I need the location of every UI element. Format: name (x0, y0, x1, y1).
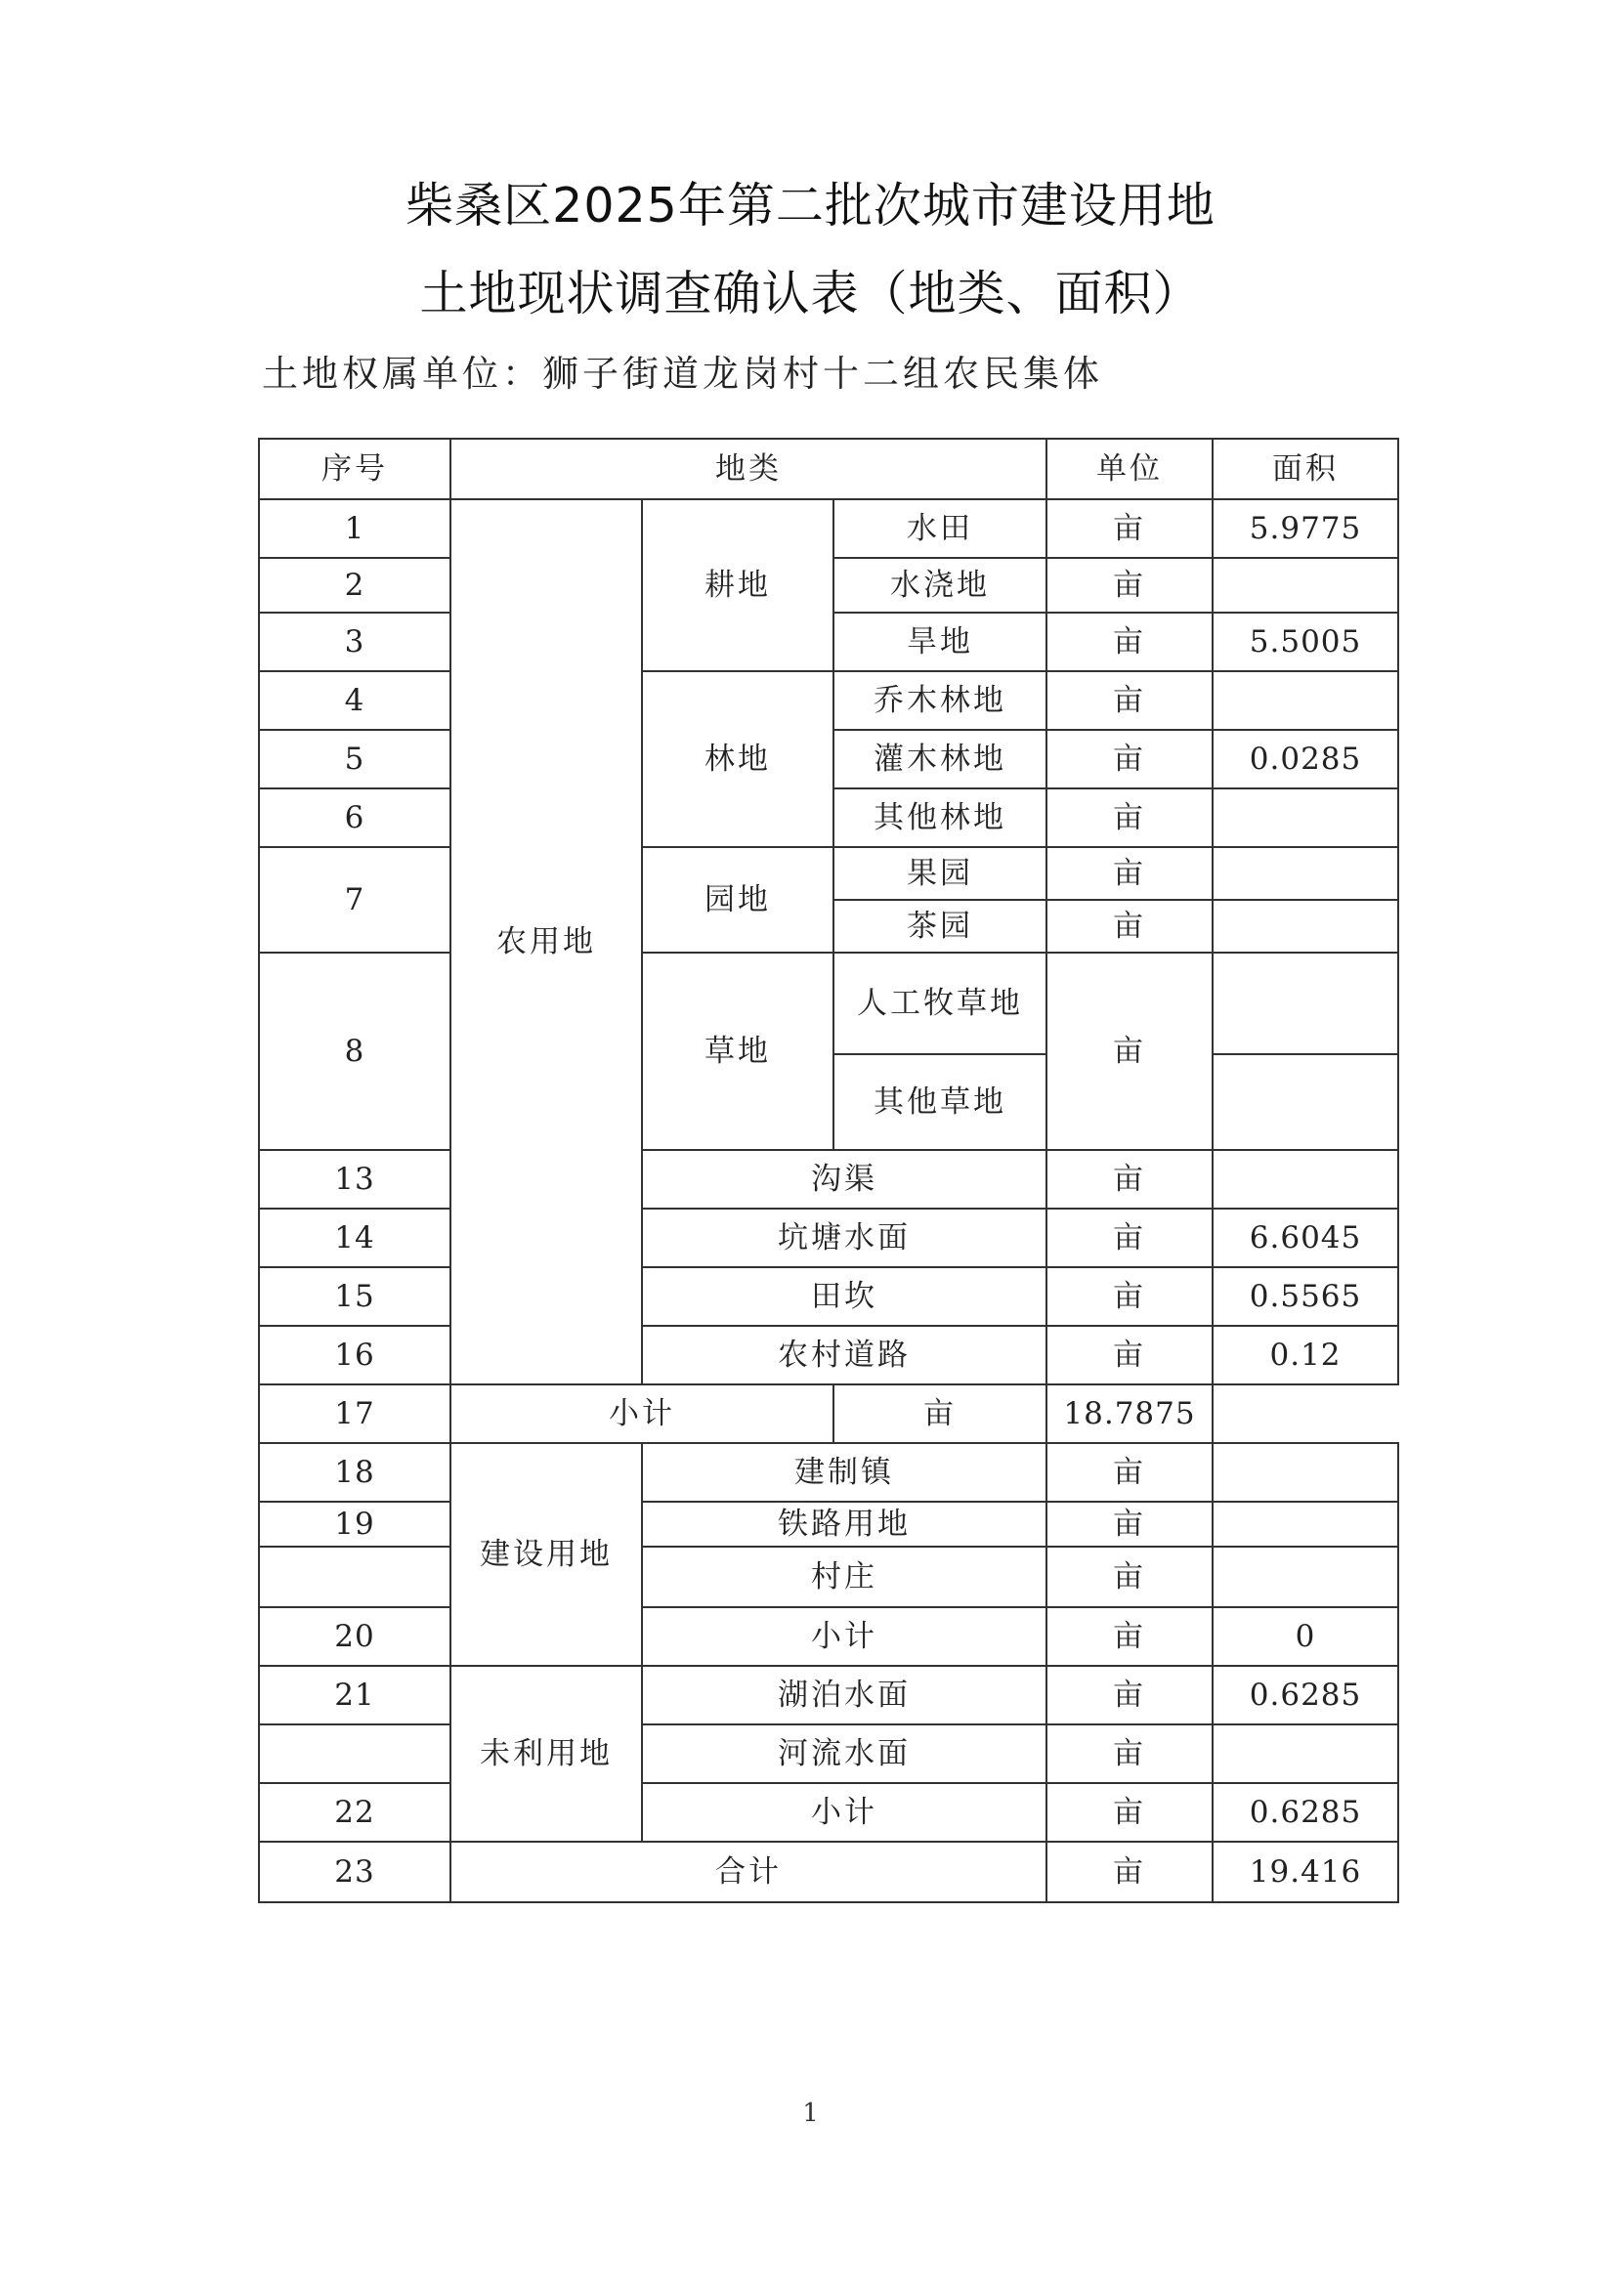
area-cell (1213, 1724, 1398, 1783)
land-type-cell: 合计 (450, 1842, 1046, 1902)
seq-cell: 7 (259, 847, 450, 953)
group-forest-land: 林地 (642, 671, 833, 847)
area-cell: 5.9775 (1213, 499, 1398, 558)
seq-cell: 19 (259, 1502, 450, 1547)
seq-cell: 2 (259, 558, 450, 613)
land-type-cell: 旱地 (833, 613, 1046, 671)
area-cell (1213, 1150, 1398, 1209)
area-cell: 0.5565 (1213, 1267, 1398, 1326)
table-row (259, 499, 1398, 558)
seq-cell: 1 (259, 499, 450, 558)
seq-cell: 21 (259, 1666, 450, 1724)
header-category: 地类 (450, 439, 1046, 499)
seq-cell: 20 (259, 1607, 450, 1666)
group-grass-land: 草地 (642, 953, 833, 1150)
header-seq: 序号 (259, 439, 450, 499)
seq-cell: 18 (259, 1443, 450, 1502)
seq-cell: 15 (259, 1267, 450, 1326)
land-owner-line: 土地权属单位：狮子街道龙岗村十二组农民集体 (262, 353, 1103, 395)
area-cell (1213, 1502, 1398, 1547)
unit-cell: 亩 (1046, 788, 1213, 847)
seq-cell (259, 1547, 450, 1607)
area-cell (1213, 1443, 1398, 1502)
area-cell: 0.6285 (1213, 1783, 1398, 1842)
land-survey-table (258, 438, 1399, 1903)
group-cultivated-land: 耕地 (642, 499, 833, 671)
table-row (259, 1783, 1398, 1842)
unit-cell: 亩 (1046, 499, 1213, 558)
area-cell: 0.0285 (1213, 730, 1398, 788)
land-type-cell: 小计 (450, 1384, 833, 1443)
unit-cell: 亩 (1046, 1209, 1213, 1267)
area-cell (1213, 953, 1398, 1054)
unit-cell: 亩 (1046, 900, 1213, 953)
table-row (259, 1547, 1398, 1607)
table-row (259, 1443, 1398, 1502)
group-unused-land: 未利用地 (450, 1666, 642, 1842)
table-total-row (259, 1842, 1398, 1902)
seq-cell: 17 (259, 1384, 450, 1443)
table-row (259, 1607, 1398, 1666)
area-cell: 19.416 (1213, 1842, 1398, 1902)
land-type-cell: 其他草地 (833, 1054, 1046, 1150)
land-type-cell: 河流水面 (642, 1724, 1046, 1783)
table-row (259, 1384, 1398, 1443)
table-row (259, 671, 1398, 730)
land-type-cell: 果园 (833, 847, 1046, 900)
header-unit: 单位 (1046, 439, 1213, 499)
area-cell (1213, 1054, 1398, 1150)
seq-cell: 22 (259, 1783, 450, 1842)
land-type-cell: 农村道路 (642, 1326, 1046, 1384)
unit-cell: 亩 (1046, 1547, 1213, 1607)
unit-cell: 亩 (1046, 1666, 1213, 1724)
table-row (259, 953, 1398, 1054)
land-type-cell: 铁路用地 (642, 1502, 1046, 1547)
area-cell (1213, 558, 1398, 613)
page-title-line2: 土地现状调查确认表（地类、面积） (419, 266, 1202, 321)
area-cell: 0.6285 (1213, 1666, 1398, 1724)
area-cell: 5.5005 (1213, 613, 1398, 671)
seq-cell (259, 1724, 450, 1783)
table-row (259, 1209, 1398, 1267)
unit-cell: 亩 (1046, 1783, 1213, 1842)
seq-cell: 4 (259, 671, 450, 730)
area-cell: 0.12 (1213, 1326, 1398, 1384)
table-row (259, 1666, 1398, 1724)
area-cell (1213, 847, 1398, 900)
unit-cell: 亩 (1046, 1842, 1213, 1902)
unit-cell: 亩 (1046, 1502, 1213, 1547)
header-area: 面积 (1213, 439, 1398, 499)
table-row (259, 1502, 1398, 1547)
seq-cell: 16 (259, 1326, 450, 1384)
area-cell: 18.7875 (1046, 1384, 1213, 1443)
land-type-cell: 小计 (642, 1607, 1046, 1666)
unit-cell: 亩 (1046, 730, 1213, 788)
land-type-cell: 人工牧草地 (833, 953, 1046, 1054)
land-type-cell: 田坎 (642, 1267, 1046, 1326)
page-title-line1: 柴桑区2025年第二批次城市建设用地 (405, 178, 1216, 234)
area-cell (1213, 1547, 1398, 1607)
table-row (259, 1267, 1398, 1326)
table-row (259, 1326, 1398, 1384)
seq-cell: 8 (259, 953, 450, 1150)
table-row (259, 1150, 1398, 1209)
land-type-cell: 水田 (833, 499, 1046, 558)
table-row (259, 1724, 1398, 1783)
seq-cell: 13 (259, 1150, 450, 1209)
land-type-cell: 灌木林地 (833, 730, 1046, 788)
land-type-cell: 乔木林地 (833, 671, 1046, 730)
unit-cell: 亩 (1046, 671, 1213, 730)
land-type-cell: 村庄 (642, 1547, 1046, 1607)
group-garden-land: 园地 (642, 847, 833, 953)
unit-cell: 亩 (1046, 1607, 1213, 1666)
group-construction-land: 建设用地 (450, 1443, 642, 1666)
seq-cell: 3 (259, 613, 450, 671)
land-type-cell: 水浇地 (833, 558, 1046, 613)
unit-cell: 亩 (1046, 613, 1213, 671)
land-type-cell: 建制镇 (642, 1443, 1046, 1502)
land-type-cell: 沟渠 (642, 1150, 1046, 1209)
area-cell (1213, 671, 1398, 730)
seq-cell: 6 (259, 788, 450, 847)
group-agricultural-land: 农用地 (450, 499, 642, 1384)
page-number: 1 (802, 2099, 819, 2128)
unit-cell: 亩 (1046, 847, 1213, 900)
unit-cell: 亩 (1046, 558, 1213, 613)
area-cell: 0 (1213, 1607, 1398, 1666)
unit-cell: 亩 (1046, 1443, 1213, 1502)
land-type-cell: 小计 (642, 1783, 1046, 1842)
land-type-cell: 其他林地 (833, 788, 1046, 847)
unit-cell: 亩 (1046, 953, 1213, 1150)
area-cell (1213, 788, 1398, 847)
unit-cell: 亩 (1046, 1267, 1213, 1326)
land-type-cell: 湖泊水面 (642, 1666, 1046, 1724)
area-cell: 6.6045 (1213, 1209, 1398, 1267)
seq-cell: 14 (259, 1209, 450, 1267)
unit-cell: 亩 (833, 1384, 1046, 1443)
table-header-row (259, 439, 1398, 499)
land-type-cell: 坑塘水面 (642, 1209, 1046, 1267)
area-cell (1213, 900, 1398, 953)
table-row (259, 847, 1398, 900)
seq-cell: 5 (259, 730, 450, 788)
unit-cell: 亩 (1046, 1150, 1213, 1209)
land-type-cell: 茶园 (833, 900, 1046, 953)
unit-cell: 亩 (1046, 1326, 1213, 1384)
seq-cell: 23 (259, 1842, 450, 1902)
unit-cell: 亩 (1046, 1724, 1213, 1783)
